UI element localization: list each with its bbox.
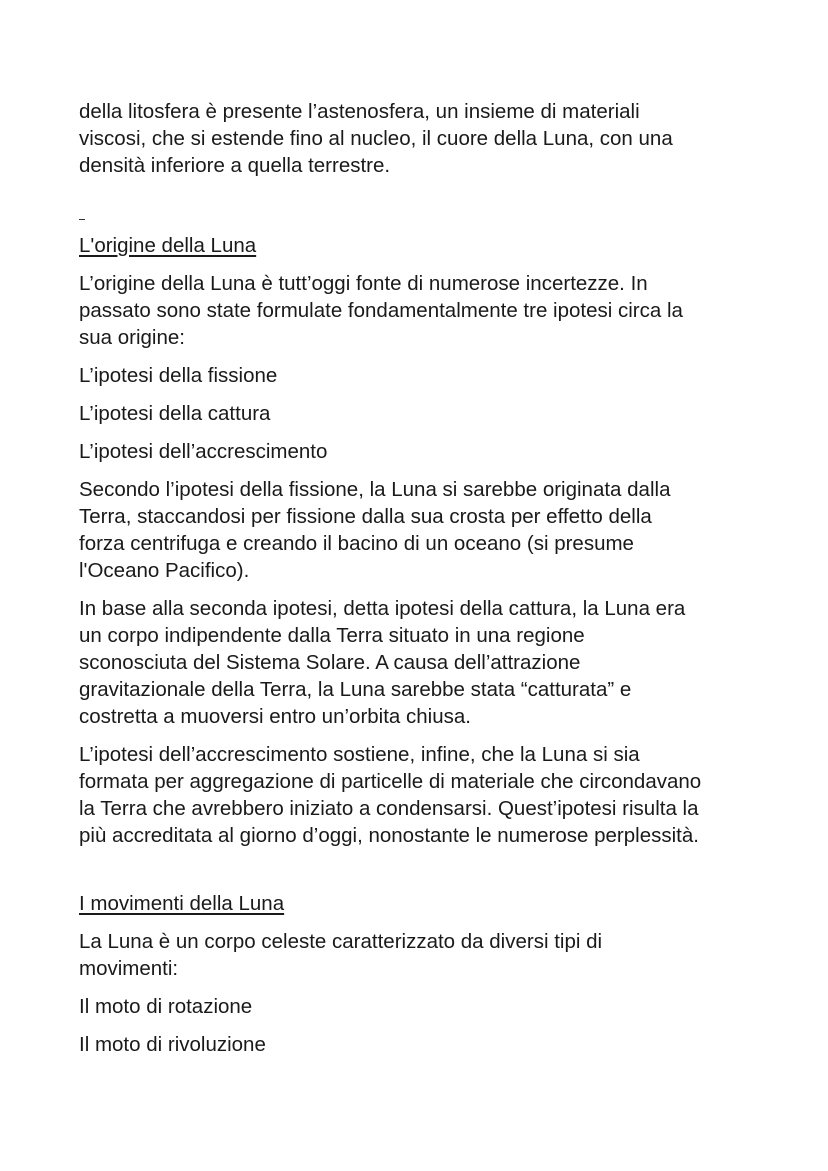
hypothesis-item-accretion: L’ipotesi dell’accrescimento	[79, 440, 328, 463]
fission-paragraph: Secondo l’ipotesi della fissione, la Luna si sarebbe originata dalla Terra, staccandosi per fissione dalla sua crosta per effetto della forza centrifuga e creando il bacino di un oceano (si presume l'Oceano Pacifico).	[79, 478, 671, 582]
document-page	[79, 98, 759, 1069]
hypothesis-item-fission: L’ipotesi della fissione	[79, 364, 278, 387]
movements-section-title: I movimenti della Luna	[79, 892, 285, 915]
origin-intro-paragraph: L’origine della Luna è tutt’oggi fonte di numerose incertezze. In passato sono state formulate fondamentalmente tre ipotesi circa la sua origine:	[79, 272, 683, 349]
spacer	[79, 849, 759, 890]
accretion-paragraph: L’ipotesi dell’accrescimento sostiene, infine, che la Luna si sia formata per aggregazione di particelle di materiale che circondavano la Terra che avrebbero iniziato a condensarsi. Quest’ipotesi risulta la più accreditata al giorno d’oggi, nonostante le numerose perplessità.	[79, 743, 702, 847]
spacer	[79, 179, 759, 219]
hypothesis-item-capture: L’ipotesi della cattura	[79, 402, 271, 425]
spacer	[79, 220, 759, 232]
movements-intro-paragraph: La Luna è un corpo celeste caratterizzato da diversi tipi di movimenti:	[79, 930, 603, 980]
origin-section-title: L'origine della Luna	[79, 234, 257, 257]
movement-item-rotation: Il moto di rotazione	[79, 995, 253, 1018]
movement-item-revolution: Il moto di rivoluzione	[79, 1033, 266, 1056]
intro-paragraph: della litosfera è presente l’astenosfera, un insieme di materiali viscosi, che si estende fino al nucleo, il cuore della Luna, con una densità inferiore a quella terrestre.	[79, 100, 673, 177]
capture-paragraph: In base alla seconda ipotesi, detta ipotesi della cattura, la Luna era un corpo indipendente dalla Terra situato in una regione sconosciuta del Sistema Solare. A causa dell’attrazione gravitazionale della Terra, la Luna sarebbe stata “catturata” e costretta a muoversi entro un’orbita chiusa.	[79, 597, 686, 728]
